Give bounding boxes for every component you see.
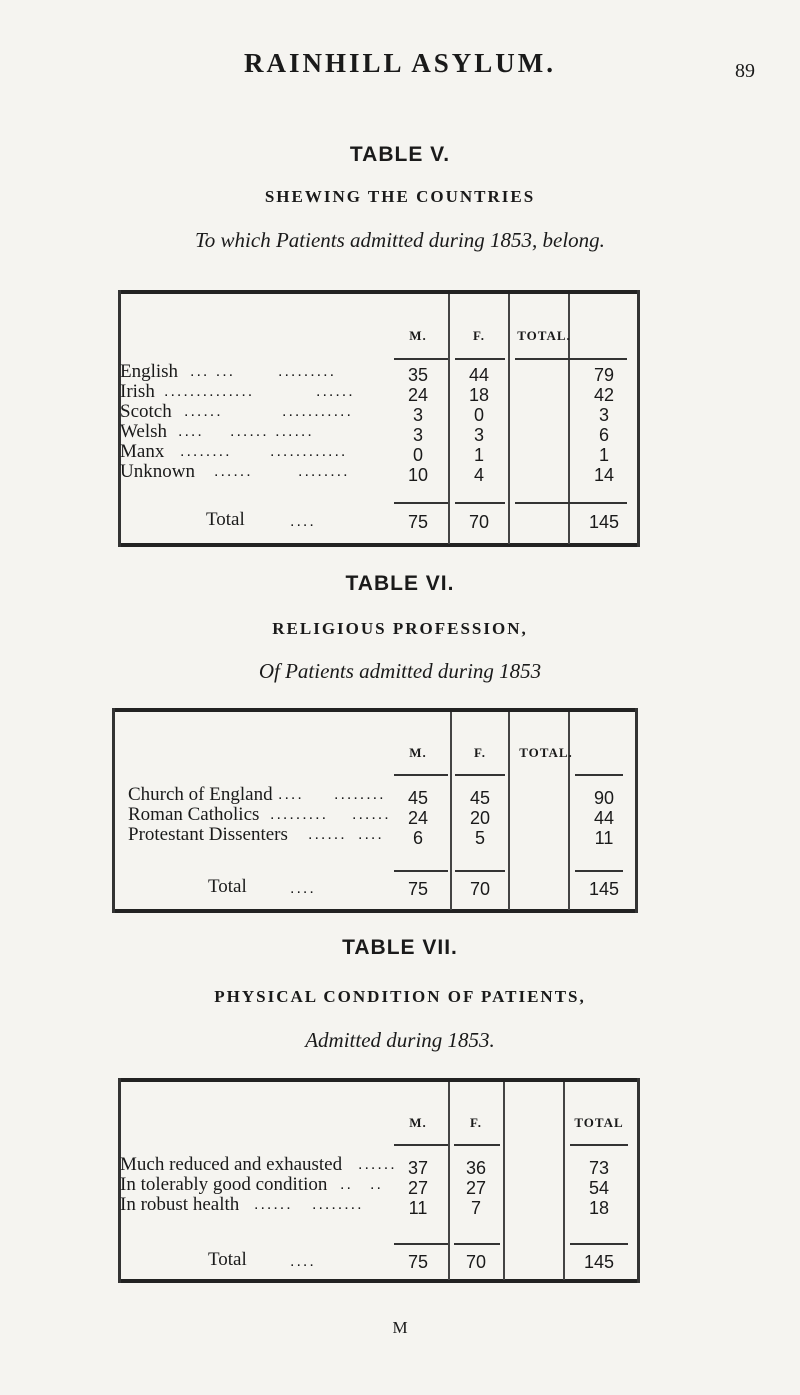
cell-total: 3: [598, 405, 609, 425]
row-label: Welsh: [120, 421, 168, 442]
row-dots: ....: [358, 826, 384, 843]
total-dots: ....: [290, 880, 316, 897]
running-head: RAINHILL ASYLUM.: [243, 48, 557, 78]
cell-total: 79: [593, 365, 615, 385]
cell-m: 0: [412, 445, 423, 465]
total-f: 70: [469, 879, 491, 899]
cell-m: 24: [407, 385, 429, 405]
cell-m: 3: [412, 405, 423, 425]
total-label: Total: [208, 876, 247, 897]
cell-m: 11: [408, 1198, 428, 1218]
cell-m: 35: [407, 365, 429, 385]
cell-total: 44: [593, 808, 615, 828]
table-5-total-rule-total: [515, 502, 627, 504]
table-6-total-rule-total: [575, 870, 623, 872]
row-label: Church of England: [128, 784, 273, 805]
row-leader: ..............: [164, 383, 255, 400]
table-6-caption: Of Patients admitted during 1853: [258, 659, 542, 683]
cell-total: 14: [593, 465, 615, 485]
cell-total: 1: [598, 445, 609, 465]
cell-total: 42: [593, 385, 615, 405]
table-7-subtitle: PHYSICAL CONDITION OF PATIENTS,: [214, 987, 586, 1006]
total-label: Total: [206, 509, 245, 530]
row-leader: ... ...: [190, 363, 236, 380]
table-7: [118, 1078, 640, 1283]
row-dots: ........: [334, 786, 386, 803]
row-label: Much reduced and exhausted: [120, 1154, 343, 1175]
total-m: 75: [407, 879, 429, 899]
table-5-col-total: TOTAL.: [517, 328, 571, 343]
row-label: Irish: [120, 381, 155, 402]
row-dots: ......: [316, 383, 355, 400]
table-6-total-rule-f: [455, 870, 505, 872]
cell-total: 73: [588, 1158, 610, 1178]
row-leader: ..: [340, 1176, 353, 1193]
row-dots: ..: [370, 1176, 383, 1193]
total-dots: ....: [290, 513, 316, 530]
table-6-header-rule-f: [455, 774, 505, 776]
total-label: Total: [208, 1249, 247, 1270]
cell-m: 6: [412, 828, 423, 848]
cell-f: 20: [469, 808, 491, 828]
row-dots: ........: [298, 463, 350, 480]
table-5-title: TABLE V.: [349, 143, 451, 166]
table-5-col-m: M.: [409, 328, 427, 343]
cell-f: 18: [468, 385, 490, 405]
table-6-total-rule-m: [394, 870, 448, 872]
page-number: 89: [735, 60, 755, 82]
row-leader: .........: [270, 806, 329, 823]
total-m: 75: [407, 512, 429, 532]
total-dots: ....: [290, 1253, 316, 1270]
total-total: 145: [588, 512, 620, 532]
table-5-bottom-rule: [118, 543, 640, 547]
cell-f: 5: [474, 828, 485, 848]
table-6-col-f: F.: [474, 745, 486, 760]
table-5: [118, 290, 640, 547]
row-leader: ......: [254, 1196, 293, 1213]
table-5-header-rule-total: [515, 358, 627, 360]
table-5-header-rule-f: [455, 358, 505, 360]
row-dots: .........: [278, 363, 337, 380]
cell-total: 6: [598, 425, 609, 445]
cell-f: 1: [473, 445, 484, 465]
table-7-col-m: M.: [409, 1115, 427, 1130]
total-total: 145: [583, 1252, 615, 1272]
table-6-col-rule-2: [508, 712, 510, 910]
table-7-header-rule-m: [394, 1144, 448, 1146]
cell-f: 3: [473, 425, 484, 445]
total-f: 70: [468, 512, 490, 532]
table-6: [112, 708, 638, 913]
row-label: English: [120, 361, 179, 382]
row-leader: ......: [184, 403, 223, 420]
row-label: Unknown: [120, 461, 195, 482]
table-7-total-rule-f: [454, 1243, 500, 1245]
table-6-header-rule-m: [394, 774, 448, 776]
row-leader: ........: [180, 443, 232, 460]
row-dots: ...... ......: [230, 423, 314, 440]
table-7-header-rule-f: [454, 1144, 500, 1146]
table-5-top-rule: [118, 290, 640, 294]
row-leader: ....: [178, 423, 204, 440]
cell-f: 4: [473, 465, 484, 485]
table-7-title: TABLE VII.: [342, 936, 458, 959]
cell-m: 3: [412, 425, 423, 445]
table-5-subtitle: SHEWING THE COUNTRIES: [264, 187, 536, 206]
row-label: In robust health: [120, 1194, 240, 1215]
row-label: In tolerably good condition: [120, 1174, 328, 1195]
cell-f: 27: [465, 1178, 487, 1198]
cell-m: 10: [407, 465, 429, 485]
cell-f: 7: [470, 1198, 481, 1218]
table-7-top-rule: [118, 1078, 640, 1082]
table-7-bottom-rule: [118, 1279, 640, 1283]
cell-m: 27: [407, 1178, 429, 1198]
cell-m: 24: [407, 808, 429, 828]
total-total: 145: [588, 879, 620, 899]
table-6-col-m: M.: [409, 745, 427, 760]
table-5-total-rule-m: [394, 502, 448, 504]
row-dots: ........: [312, 1196, 364, 1213]
cell-total: 18: [588, 1198, 610, 1218]
row-dots: ............: [270, 443, 348, 460]
cell-total: 11: [594, 828, 614, 848]
table-6-col-total: TOTAL.: [519, 745, 573, 760]
table-6-title: TABLE VI.: [345, 572, 455, 595]
table-7-col-total: TOTAL: [574, 1115, 624, 1130]
row-leader: ....: [278, 786, 304, 803]
total-f: 70: [465, 1252, 487, 1272]
table-7-total-rule-total: [570, 1243, 628, 1245]
row-dots: ......: [358, 1156, 397, 1173]
table-5-col-f: F.: [473, 328, 485, 343]
cell-total: 54: [588, 1178, 610, 1198]
cell-m: 37: [407, 1158, 429, 1178]
table-6-left-rule: [112, 708, 115, 913]
cell-f: 36: [465, 1158, 487, 1178]
table-5-header-rule-m: [394, 358, 448, 360]
row-label: Manx: [120, 441, 165, 462]
table-5-total-rule-f: [455, 502, 505, 504]
table-5-caption: To which Patients admitted during 1853, belong.: [195, 228, 605, 252]
table-7-total-rule-m: [394, 1243, 448, 1245]
cell-f: 0: [473, 405, 484, 425]
table-6-subtitle: RELIGIOUS PROFESSION,: [272, 619, 528, 638]
row-label: Roman Catholics: [128, 804, 260, 825]
row-dots: ......: [352, 806, 391, 823]
table-6-top-rule: [112, 708, 638, 712]
row-leader: ......: [308, 826, 347, 843]
cell-m: 45: [407, 788, 429, 808]
row-leader: ......: [214, 463, 253, 480]
signature-mark: M: [392, 1318, 408, 1337]
table-6-bottom-rule: [112, 909, 638, 913]
row-dots: ...........: [282, 403, 353, 420]
table-7-right-rule: [637, 1078, 640, 1283]
cell-total: 90: [593, 788, 615, 808]
row-label: Protestant Dissenters: [128, 824, 288, 845]
table-7-header-rule-total: [570, 1144, 628, 1146]
row-label: Scotch: [120, 401, 172, 422]
cell-f: 44: [468, 365, 490, 385]
table-7-col-f: F.: [470, 1115, 482, 1130]
table-6-header-rule-total: [575, 774, 623, 776]
table-7-caption: Admitted during 1853.: [305, 1028, 495, 1052]
cell-f: 45: [469, 788, 491, 808]
total-m: 75: [407, 1252, 429, 1272]
